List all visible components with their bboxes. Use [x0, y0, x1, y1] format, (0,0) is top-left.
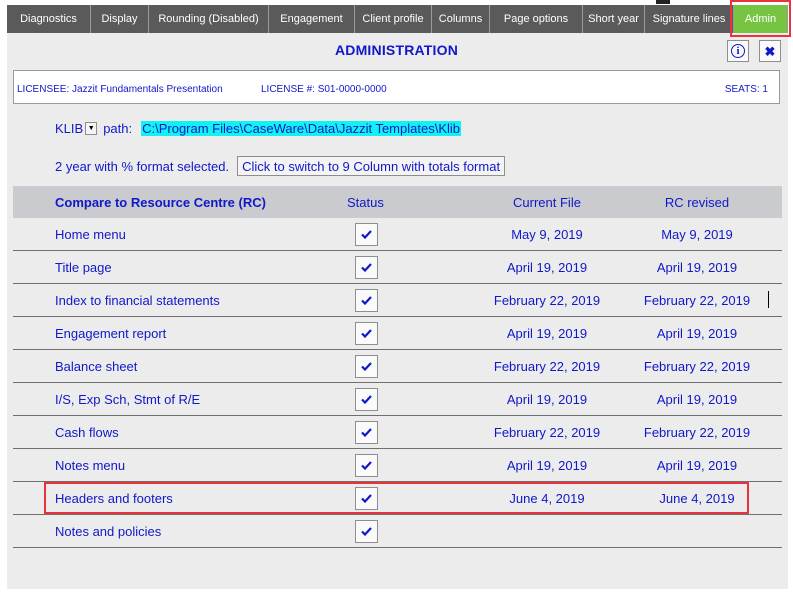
- rc-revised-date: February 22, 2019: [643, 293, 751, 308]
- row-name-link[interactable]: Index to financial statements: [55, 293, 220, 308]
- check-icon: [361, 329, 372, 338]
- row-name-link[interactable]: Cash flows: [55, 425, 119, 440]
- rc-revised-date: May 9, 2019: [661, 227, 733, 242]
- info-button[interactable]: [727, 40, 749, 62]
- table-row: [13, 416, 782, 449]
- check-icon: [361, 362, 372, 371]
- tab-bar: [7, 5, 788, 33]
- info-icon: i: [731, 44, 745, 58]
- tab-engagement[interactable]: Engagement: [269, 5, 355, 33]
- klib-select-value: KLIB: [55, 121, 84, 136]
- table-row: [13, 251, 782, 284]
- header-compare: Compare to Resource Centre (RC): [55, 195, 266, 210]
- check-icon: [361, 461, 372, 470]
- table-row: [13, 350, 782, 383]
- current-file-date: April 19, 2019: [506, 260, 588, 275]
- check-icon: [361, 428, 372, 437]
- path-label: path:: [103, 121, 133, 136]
- row-name-link[interactable]: I/S, Exp Sch, Stmt of R/E: [55, 392, 201, 407]
- table-row: [13, 218, 782, 251]
- rc-revised-date: April 19, 2019: [656, 326, 738, 341]
- table-row: [13, 449, 782, 482]
- status-checkbox[interactable]: [355, 487, 378, 510]
- licensee-text: LICENSEE: Jazzit Fundamentals Presentation: [17, 84, 223, 95]
- tab-rounding[interactable]: Rounding (Disabled): [149, 5, 269, 33]
- klib-row: [55, 121, 461, 136]
- status-checkbox[interactable]: [355, 322, 378, 345]
- tab-page-options[interactable]: Page options: [490, 5, 583, 33]
- check-icon: [361, 296, 372, 305]
- status-checkbox[interactable]: [355, 520, 378, 543]
- tab-admin[interactable]: Admin: [734, 5, 788, 33]
- tab-client-profile[interactable]: Client profile: [355, 5, 432, 33]
- tab-display[interactable]: Display: [91, 5, 149, 33]
- seats-text: SEATS: 1: [724, 84, 768, 95]
- current-file-date: February 22, 2019: [493, 293, 601, 308]
- table-row: [13, 482, 782, 515]
- check-icon: [361, 494, 372, 503]
- current-file-date: June 4, 2019: [509, 491, 585, 506]
- header-current-file: Current File: [513, 195, 581, 210]
- status-checkbox[interactable]: [355, 223, 378, 246]
- page-title: ADMINISTRATION: [334, 42, 459, 58]
- current-file-date: April 19, 2019: [506, 458, 588, 473]
- row-name-link[interactable]: Home menu: [55, 227, 126, 242]
- status-checkbox[interactable]: [355, 355, 378, 378]
- license-box: [13, 70, 780, 104]
- tab-signature-lines[interactable]: Signature lines: [645, 5, 734, 33]
- rc-revised-date: February 22, 2019: [643, 359, 751, 374]
- format-status-text: 2 year with % format selected.: [55, 158, 230, 174]
- table-header: [13, 186, 782, 218]
- switch-format-button[interactable]: Click to switch to 9 Column with totals format: [237, 156, 505, 176]
- current-file-date: April 19, 2019: [506, 326, 588, 341]
- license-number-text: LICENSE #: S01-0000-0000: [261, 84, 387, 95]
- current-file-date: February 22, 2019: [493, 359, 601, 374]
- row-name-link[interactable]: Title page: [55, 260, 112, 275]
- close-icon: ✖: [764, 43, 776, 59]
- table-row: [13, 383, 782, 416]
- status-checkbox[interactable]: [355, 256, 378, 279]
- status-checkbox[interactable]: [355, 421, 378, 444]
- row-name-link[interactable]: Notes menu: [55, 458, 126, 473]
- rc-revised-date: February 22, 2019: [643, 425, 751, 440]
- close-button[interactable]: [759, 40, 781, 62]
- row-name-link[interactable]: Balance sheet: [55, 359, 138, 374]
- current-file-date: April 19, 2019: [506, 392, 588, 407]
- table-row: [13, 317, 782, 350]
- current-file-date: February 22, 2019: [493, 425, 601, 440]
- rc-revised-date: April 19, 2019: [656, 458, 738, 473]
- check-icon: [361, 230, 372, 239]
- check-icon: [361, 395, 372, 404]
- header-rc-revised: RC revised: [664, 195, 730, 210]
- current-file-date: May 9, 2019: [511, 227, 583, 242]
- table-row: [13, 515, 782, 548]
- path-value: C:\Program Files\CaseWare\Data\Jazzit Templates\Klib: [142, 121, 460, 136]
- chevron-down-icon[interactable]: ▼: [85, 122, 97, 135]
- tab-columns[interactable]: Columns: [432, 5, 490, 33]
- row-name-link[interactable]: Notes and policies: [55, 524, 162, 539]
- klib-select[interactable]: [55, 121, 97, 136]
- row-name-link[interactable]: Engagement report: [55, 326, 167, 341]
- check-icon: [361, 263, 372, 272]
- tab-diagnostics[interactable]: Diagnostics: [7, 5, 91, 33]
- table-row: [13, 284, 782, 317]
- format-row: [55, 156, 505, 176]
- scroll-marker: [656, 0, 670, 4]
- tab-short-year[interactable]: Short year: [583, 5, 645, 33]
- text-caret: [768, 291, 769, 308]
- status-checkbox[interactable]: [355, 454, 378, 477]
- status-checkbox[interactable]: [355, 388, 378, 411]
- row-name-link[interactable]: Headers and footers: [55, 491, 173, 506]
- rc-revised-date: April 19, 2019: [656, 260, 738, 275]
- rc-revised-date: April 19, 2019: [656, 392, 738, 407]
- status-checkbox[interactable]: [355, 289, 378, 312]
- header-status: Status: [347, 195, 384, 210]
- rc-revised-date: June 4, 2019: [659, 491, 735, 506]
- check-icon: [361, 527, 372, 536]
